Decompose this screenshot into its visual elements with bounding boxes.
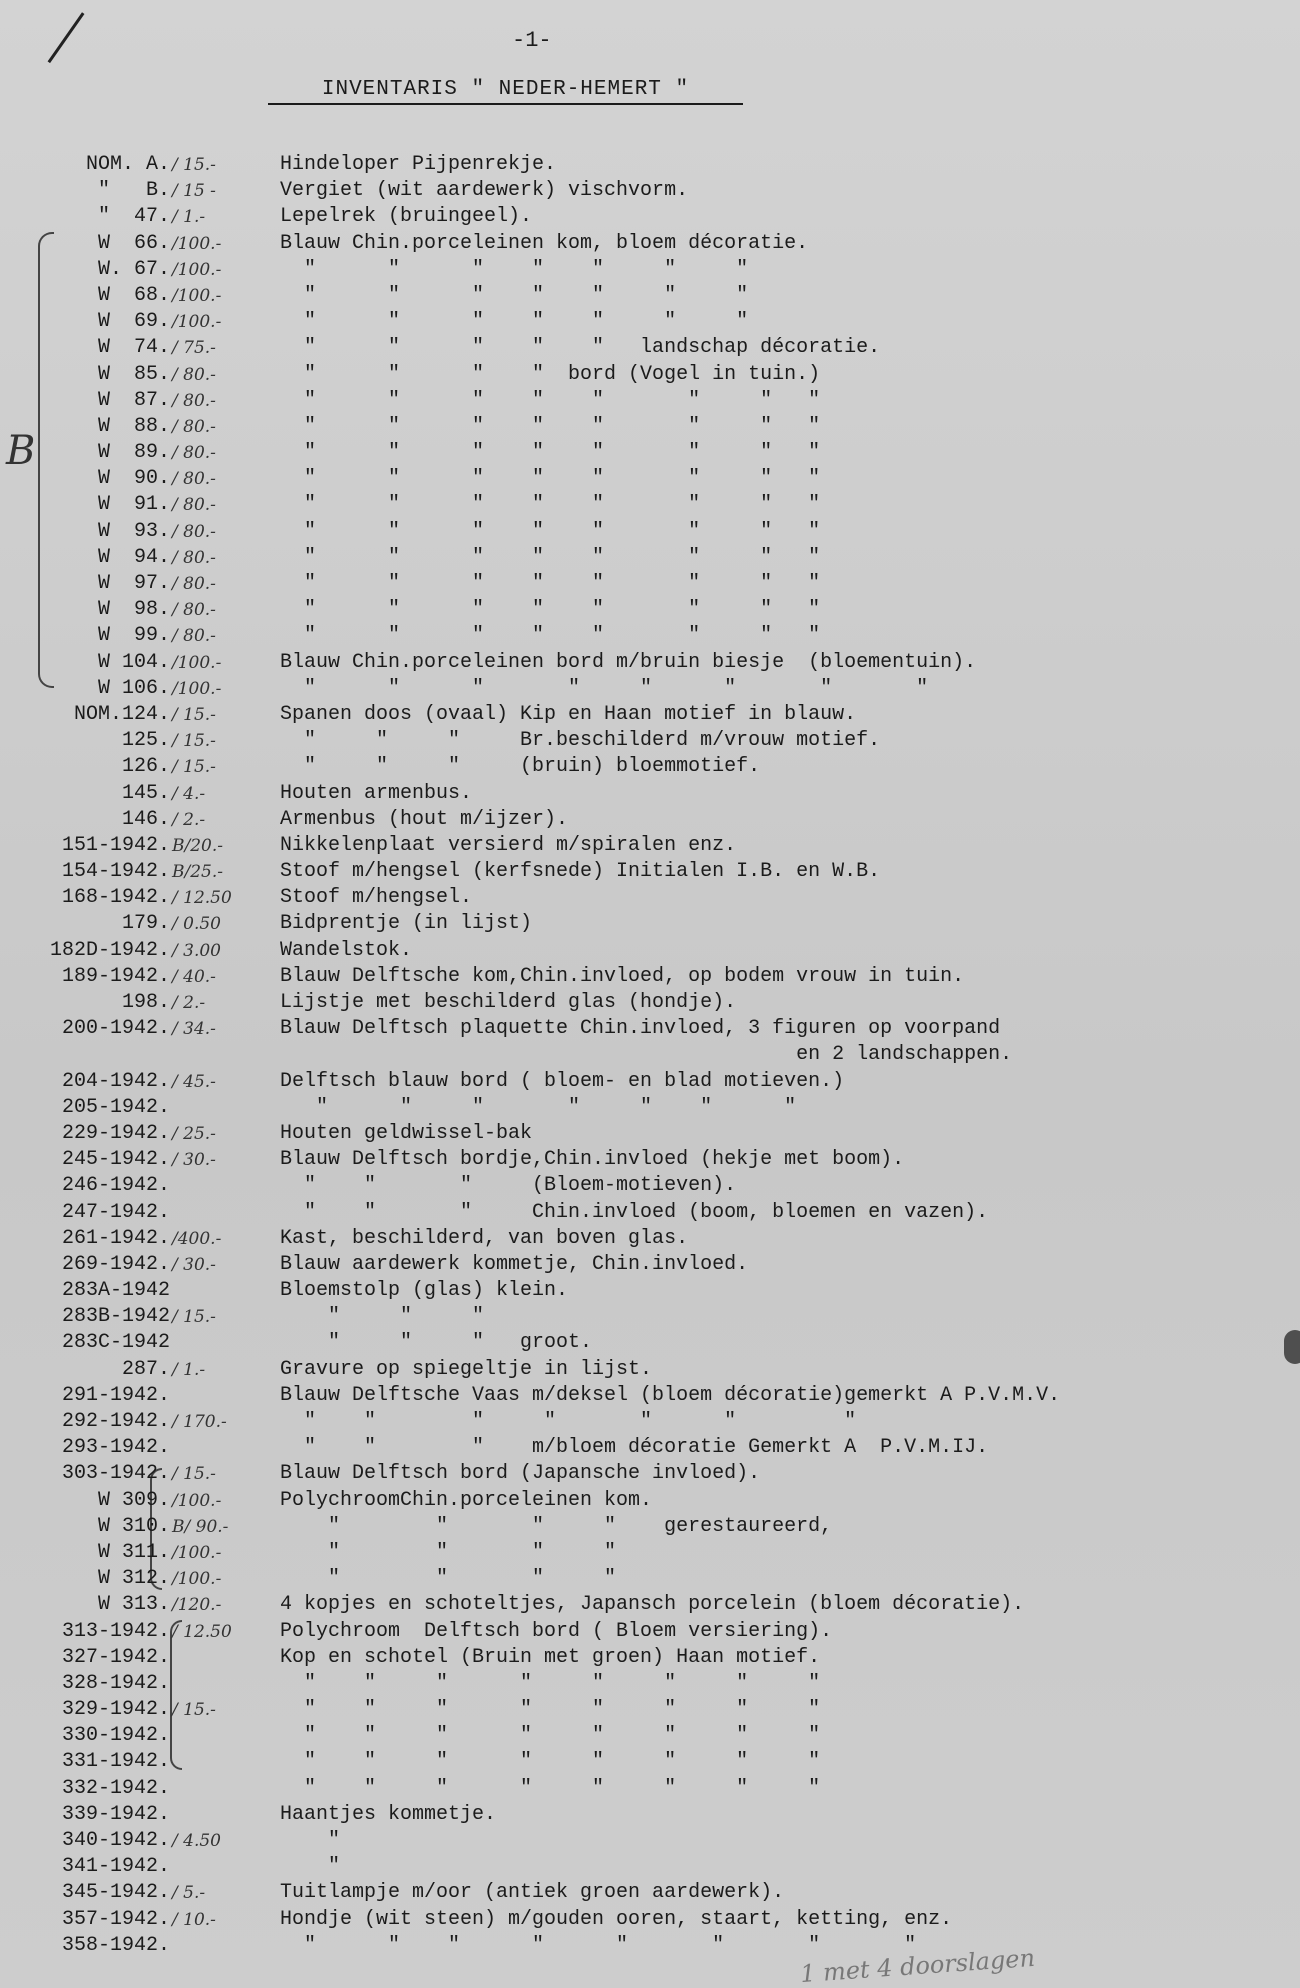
item-price: / 80.- <box>172 521 216 542</box>
item-number: W 88. <box>97 414 170 438</box>
item-price: / 80.- <box>172 443 216 464</box>
inventory-row <box>0 1907 1300 1933</box>
item-number: 283A-1942 <box>61 1279 170 1303</box>
item-description: Blauw Chin.porceleinen kom, bloem décoratie. <box>280 231 809 255</box>
inventory-row <box>0 257 1300 283</box>
item-description: " " " " " " " <box>280 283 749 307</box>
item-price: / 15 - <box>172 181 216 202</box>
inventory-row <box>0 964 1300 990</box>
item-number: 200-1942. <box>61 1017 170 1041</box>
item-description: " " " " <box>280 1567 617 1591</box>
item-price: / 25.- <box>172 1123 216 1144</box>
handwritten-note: 1 met 4 doorslagen <box>799 1943 1036 1988</box>
item-description: " " " " " " " <box>280 1095 797 1119</box>
inventory-row <box>0 1645 1300 1671</box>
inventory-row <box>0 781 1300 807</box>
margin-letter: B <box>6 428 36 474</box>
item-number: W 87. <box>97 388 170 412</box>
staple-mark <box>48 12 126 92</box>
inventory-row <box>0 1278 1300 1304</box>
inventory-row <box>0 309 1300 335</box>
item-number: 283C-1942 <box>61 1331 170 1355</box>
item-number: " B. <box>97 179 170 203</box>
item-description: Bidprentje (in lijst) <box>280 912 533 936</box>
item-price: B/ 90.- <box>172 1516 229 1537</box>
inventory-row <box>0 1697 1300 1723</box>
item-number: W 90. <box>97 467 170 491</box>
inventory-row <box>0 1566 1300 1592</box>
item-price: /100.- <box>172 1569 222 1590</box>
inventory-row <box>0 1880 1300 1906</box>
item-number: 331-1942. <box>61 1750 170 1774</box>
inventory-row <box>0 388 1300 414</box>
item-description: " " " " gerestaureerd, <box>280 1514 833 1538</box>
item-price: B/25.- <box>172 862 223 883</box>
item-price: / 2.- <box>172 809 206 830</box>
item-description: Stoof m/hengsel (kerfsnede) Initialen I.B. en W.B. <box>280 860 881 884</box>
item-number: W 313. <box>97 1593 170 1617</box>
item-price: / 45.- <box>172 1071 216 1092</box>
item-number: W 89. <box>97 441 170 465</box>
inventory-row <box>0 1357 1300 1383</box>
item-description: Kast, beschilderd, van boven glas. <box>280 1226 689 1250</box>
inventory-row <box>0 623 1300 649</box>
item-price: / 5.- <box>172 1883 206 1904</box>
item-description: Tuitlampje m/oor (antiek groen aardewerk). <box>280 1881 785 1905</box>
inventory-row <box>0 1042 1300 1068</box>
item-price: / 80.- <box>172 626 216 647</box>
item-description: " " " " " " " " <box>280 624 821 648</box>
item-price: / 1.- <box>172 207 206 228</box>
inventory-row <box>0 1592 1300 1618</box>
inventory-row <box>0 1435 1300 1461</box>
item-number: W 106. <box>97 676 170 700</box>
item-price: / 4.- <box>172 783 206 804</box>
item-number: 198. <box>121 991 170 1014</box>
item-price: / 170.- <box>172 1412 227 1432</box>
item-description: Houten armenbus. <box>280 781 473 805</box>
item-number: 358-1942. <box>61 1933 170 1957</box>
inventory-row <box>0 1147 1300 1173</box>
inventory-row <box>0 1514 1300 1540</box>
inventory-row <box>0 859 1300 885</box>
inventory-row <box>0 1252 1300 1278</box>
item-number: 229-1942. <box>61 1121 170 1145</box>
item-price: / 15.- <box>172 1700 216 1721</box>
inventory-row <box>0 1619 1300 1645</box>
item-price: /100.- <box>172 312 222 333</box>
item-number: 245-1942. <box>61 1148 170 1172</box>
item-description: Kop en schotel (Bruin met groen) Haan motief. <box>280 1645 821 1669</box>
item-description: Hindeloper Pijpenrekje. <box>280 153 557 176</box>
item-number: 182D-1942. <box>49 938 170 962</box>
item-description: " " " (bruin) bloemmotief. <box>280 755 761 779</box>
item-number: 261-1942. <box>61 1226 170 1250</box>
item-description: " " " " " " " " <box>280 545 821 569</box>
item-number: 283B-1942 <box>61 1305 170 1329</box>
item-price: / 30.- <box>172 1150 216 1171</box>
inventory-row <box>0 440 1300 466</box>
item-description: " " " " " landschap décoratie. <box>280 336 881 360</box>
inventory-row <box>0 414 1300 440</box>
item-price: /100.- <box>172 259 222 280</box>
item-description: Houten geldwissel-bak <box>280 1121 533 1145</box>
item-description: Hondje (wit steen) m/gouden ooren, staart, ketting, enz. <box>280 1907 953 1931</box>
item-price: / 80.- <box>172 547 216 568</box>
item-number: 204-1942. <box>61 1069 170 1093</box>
inventory-row <box>0 1749 1300 1775</box>
item-number: 179. <box>121 912 170 936</box>
item-number: 246-1942. <box>61 1174 170 1198</box>
item-number: 341-1942. <box>61 1855 170 1879</box>
item-price: / 15.- <box>172 704 216 725</box>
item-price: / 15.- <box>172 155 216 175</box>
item-number: 303-1942. <box>61 1462 170 1486</box>
item-number: 269-1942. <box>61 1252 170 1276</box>
item-number: W 312. <box>97 1567 170 1591</box>
item-description: Blauw Delftsche Vaas m/deksel (bloem décoratie)gemerkt A P.V.M.V. <box>280 1383 1061 1407</box>
inventory-row <box>0 545 1300 571</box>
page-number: -1- <box>512 28 552 53</box>
item-number: 330-1942. <box>61 1724 170 1748</box>
item-price: /100.- <box>172 678 222 699</box>
item-price: / 80.- <box>172 600 216 621</box>
item-price: / 1.- <box>172 1359 206 1380</box>
item-description: Wandelstok. <box>280 938 413 962</box>
item-description: " " " " " " " " <box>280 1724 821 1748</box>
item-number: W 85. <box>97 362 170 386</box>
inventory-row <box>0 335 1300 361</box>
item-number: 329-1942. <box>61 1698 170 1722</box>
item-description: Stoof m/hengsel. <box>280 886 473 910</box>
item-price: /400.- <box>172 1228 222 1249</box>
inventory-row <box>0 702 1300 728</box>
item-number: 126. <box>121 755 170 779</box>
inventory-row <box>0 676 1300 702</box>
item-number: W 68. <box>97 283 170 307</box>
item-number: W 98. <box>97 598 170 622</box>
inventory-row <box>0 1200 1300 1226</box>
item-number: 291-1942. <box>61 1383 170 1407</box>
item-price: / 0.50 <box>172 914 221 935</box>
inventory-row <box>0 807 1300 833</box>
item-description: " " " " " " " " <box>280 493 821 517</box>
inventory-row <box>0 231 1300 257</box>
inventory-row <box>0 754 1300 780</box>
item-price: / 4.50 <box>172 1831 221 1851</box>
item-number: 287. <box>121 1357 170 1381</box>
item-number: 332-1942. <box>61 1776 170 1800</box>
item-price: / 15.- <box>172 1464 216 1485</box>
item-price: / 80.- <box>172 469 216 490</box>
item-description: Blauw Chin.porceleinen bord m/bruin biesje (bloementuin). <box>280 650 977 674</box>
item-description: " " " <box>280 1305 485 1329</box>
item-description: " <box>280 1855 341 1879</box>
item-price: / 12.50 <box>172 1621 232 1642</box>
item-description: " " " " " " " " <box>280 1698 821 1722</box>
item-number: 357-1942. <box>61 1907 170 1931</box>
item-price: /100.- <box>172 1542 222 1563</box>
item-price: / 15.- <box>172 731 216 752</box>
inventory-row <box>0 1802 1300 1828</box>
item-number: W 99. <box>97 624 170 648</box>
item-description: " " " Chin.invloed (boom, bloemen en vazen). <box>280 1200 989 1224</box>
item-description: " " " " " " " " <box>280 598 821 622</box>
item-price: / 2.- <box>172 993 206 1013</box>
item-number: 327-1942. <box>61 1645 170 1669</box>
item-price: / 3.00 <box>172 940 221 961</box>
item-price: / 80.- <box>172 416 216 437</box>
item-price: /100.- <box>172 233 222 254</box>
item-description: Blauw Delftsch plaquette Chin.invloed, 3 figuren op voorpand <box>280 1017 1001 1041</box>
inventory-row <box>0 650 1300 676</box>
item-number: 247-1942. <box>61 1200 170 1224</box>
item-number: 145. <box>121 781 170 805</box>
inventory-row <box>0 1016 1300 1042</box>
inventory-row <box>0 1095 1300 1121</box>
item-price: / 80.- <box>172 495 216 516</box>
item-description: Gravure op spiegeltje in lijst. <box>280 1357 653 1381</box>
item-price: / 34.- <box>172 1019 216 1040</box>
item-number: 340-1942. <box>61 1829 170 1852</box>
item-number: 205-1942. <box>61 1095 170 1119</box>
item-description: Blauw aardewerk kommetje, Chin.invloed. <box>280 1252 749 1276</box>
item-price: / 80.- <box>172 390 216 411</box>
item-number: W 66. <box>97 231 170 255</box>
item-price: / 12.50 <box>172 888 232 909</box>
item-description: Vergiet (wit aardewerk) vischvorm. <box>280 179 689 203</box>
item-number: 154-1942. <box>61 860 170 884</box>
item-number: " 47. <box>97 205 170 229</box>
item-description: " " " " " " " " <box>280 1776 821 1800</box>
inventory-row <box>0 204 1300 230</box>
item-description: " <box>280 1829 341 1852</box>
item-description: " " " " " " " <box>280 257 749 281</box>
item-description: " " " groot. <box>280 1331 593 1355</box>
item-description: " " " " bord (Vogel in tuin.) <box>280 362 821 386</box>
document-title: INVENTARIS " NEDER-HEMERT " <box>268 78 743 105</box>
item-number: NOM.124. <box>73 702 170 726</box>
inventory-row <box>0 1933 1300 1959</box>
item-price: B/20.- <box>172 835 223 856</box>
item-description: Nikkelenplaat versierd m/spiralen enz. <box>280 833 737 857</box>
item-price: / 15.- <box>172 757 216 778</box>
inventory-row <box>0 1828 1300 1854</box>
inventory-list <box>0 152 1300 1959</box>
item-price: /100.- <box>172 1490 222 1511</box>
item-price: / 30.- <box>172 1254 216 1275</box>
inventory-row <box>0 1461 1300 1487</box>
item-description: " " " Br.beschilderd m/vrouw motief. <box>280 729 881 753</box>
item-description: Blauw Delftsch bordje,Chin.invloed (hekje met boom). <box>280 1148 905 1172</box>
item-price: / 40.- <box>172 966 216 987</box>
item-price: / 80.- <box>172 574 216 594</box>
item-description: " " " (Bloem-motieven). <box>280 1174 737 1198</box>
item-price: / 15.- <box>172 1307 216 1328</box>
item-description: PolychroomChin.porceleinen kom. <box>280 1488 653 1512</box>
inventory-row <box>0 990 1300 1016</box>
item-number: 189-1942. <box>61 964 170 988</box>
item-description: Bloemstolp (glas) klein. <box>280 1279 569 1303</box>
inventory-row <box>0 178 1300 204</box>
item-number: NOM. A. <box>85 153 170 176</box>
item-number: 125. <box>121 729 170 753</box>
item-description: " " " " " " " " <box>280 1671 821 1695</box>
item-number: 146. <box>121 807 170 831</box>
inventory-row <box>0 911 1300 937</box>
item-description: " " " " " " " " <box>280 519 821 543</box>
inventory-row <box>0 492 1300 518</box>
inventory-row <box>0 885 1300 911</box>
item-description: 4 kopjes en schoteltjes, Japansch porcelein (bloem décoratie). <box>280 1593 1025 1617</box>
item-number: W 91. <box>97 493 170 517</box>
inventory-row <box>0 362 1300 388</box>
inventory-row <box>0 1173 1300 1199</box>
inventory-row <box>0 283 1300 309</box>
inventory-row <box>0 1330 1300 1356</box>
inventory-row <box>0 519 1300 545</box>
item-number: W 74. <box>97 336 170 360</box>
item-price: /120.- <box>172 1595 222 1616</box>
inventory-row <box>0 1226 1300 1252</box>
item-description: " " " " " " " " <box>280 1750 821 1774</box>
item-number: W 97. <box>97 572 170 595</box>
inventory-row <box>0 1409 1300 1435</box>
inventory-row <box>0 1383 1300 1409</box>
item-description: Polychroom Delftsch bord ( Bloem versiering). <box>280 1619 833 1643</box>
inventory-row <box>0 1488 1300 1514</box>
item-description: Lepelrek (bruingeel). <box>280 205 533 229</box>
item-number: 345-1942. <box>61 1881 170 1905</box>
inventory-row <box>0 1121 1300 1147</box>
inventory-row <box>0 1854 1300 1880</box>
item-price: / 75.- <box>172 338 216 359</box>
inventory-row <box>0 1069 1300 1095</box>
item-number: 292-1942. <box>61 1410 170 1433</box>
item-description: Armenbus (hout m/ijzer). <box>280 807 569 831</box>
item-description: Lijstje met beschilderd glas (hondje). <box>280 991 737 1014</box>
item-description: " " " " " " " <box>280 310 749 334</box>
item-description: " " " " " " " " <box>280 388 821 412</box>
inventory-row <box>0 597 1300 623</box>
inventory-row <box>0 1723 1300 1749</box>
item-price: / 80.- <box>172 364 216 385</box>
item-number: 151-1942. <box>61 833 170 857</box>
item-price: /100.- <box>172 285 222 306</box>
item-number: W 94. <box>97 545 170 569</box>
item-description: Spanen doos (ovaal) Kip en Haan motief in blauw. <box>280 702 857 726</box>
inventory-row <box>0 1776 1300 1802</box>
item-description: " " " " " " " " <box>280 572 821 595</box>
inventory-row <box>0 571 1300 597</box>
item-description: " " " " " " " " <box>280 414 821 438</box>
item-number: W 311. <box>97 1540 170 1564</box>
item-description: " " " " <box>280 1540 617 1564</box>
inventory-row <box>0 938 1300 964</box>
item-number: 313-1942. <box>61 1619 170 1643</box>
item-price: /100.- <box>172 652 222 673</box>
item-description: Haantjes kommetje. <box>280 1802 497 1826</box>
item-number: W 104. <box>97 650 170 674</box>
inventory-row <box>0 1304 1300 1330</box>
item-number: W 310. <box>97 1514 170 1538</box>
inventory-row <box>0 1671 1300 1697</box>
item-number: W 309. <box>97 1488 170 1512</box>
item-description: Blauw Delftsch bord (Japansche invloed). <box>280 1462 761 1486</box>
inventory-row <box>0 728 1300 754</box>
item-number: 328-1942. <box>61 1671 170 1695</box>
item-description: " " " " " " " <box>280 1410 857 1433</box>
item-number: W 93. <box>97 519 170 543</box>
inventory-row <box>0 152 1300 178</box>
item-number: 293-1942. <box>61 1436 170 1460</box>
inventory-row <box>0 1540 1300 1566</box>
item-description: Delftsch blauw bord ( bloem- en blad motieven.) <box>280 1069 845 1093</box>
item-description: Blauw Delftsche kom,Chin.invloed, op bodem vrouw in tuin. <box>280 964 965 988</box>
item-number: W 69. <box>97 310 170 334</box>
item-number: 339-1942. <box>61 1802 170 1826</box>
item-description: en 2 landschappen. <box>280 1043 1013 1067</box>
item-description: " " " " " " " " <box>280 676 929 700</box>
item-description: " " " " " " " " <box>280 1933 917 1957</box>
item-number: W. 67. <box>97 257 170 281</box>
item-description: " " " " " " " " <box>280 467 821 491</box>
inventory-row <box>0 466 1300 492</box>
item-description: " " " m/bloem décoratie Gemerkt A P.V.M.IJ. <box>280 1436 989 1460</box>
item-price: / 10.- <box>172 1909 216 1930</box>
inventory-row <box>0 833 1300 859</box>
item-number: 168-1942. <box>61 886 170 910</box>
item-description: " " " " " " " " <box>280 441 821 465</box>
